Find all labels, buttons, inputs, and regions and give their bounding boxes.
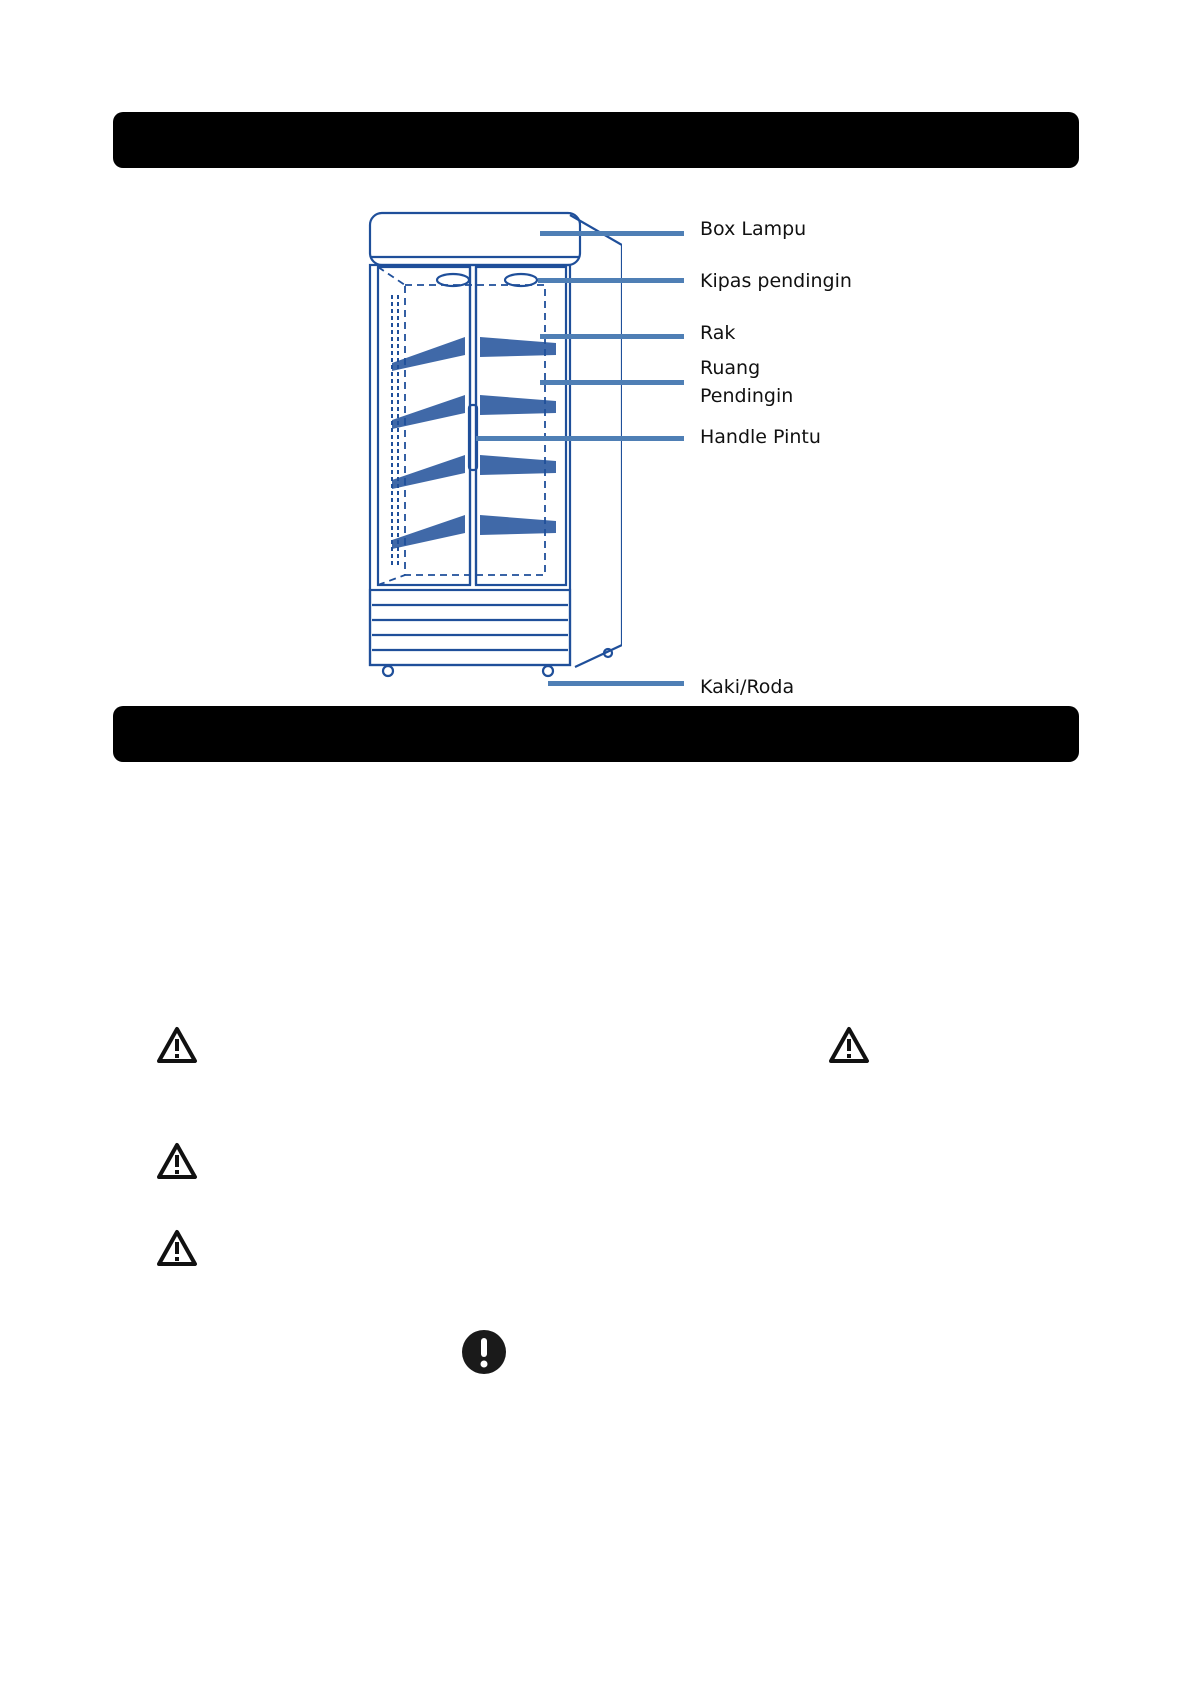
warning-triangle-icon <box>156 1026 198 1064</box>
leader-line-ruang <box>540 380 684 385</box>
exclamation-circle-icon <box>461 1329 507 1375</box>
warning-triangle-icon <box>156 1142 198 1180</box>
leader-line-handle <box>476 436 684 441</box>
label-ruang: Ruang <box>700 357 761 379</box>
label-rak: Rak <box>700 322 736 344</box>
label-box-lampu: Box Lampu <box>700 218 807 240</box>
leader-line-kaki <box>548 681 684 686</box>
warning-triangle-icon <box>156 1229 198 1267</box>
warning-triangle-icon <box>828 1026 870 1064</box>
showcase-fridge-illustration <box>360 205 622 680</box>
label-handle-pintu: Handle Pintu <box>700 426 821 448</box>
leader-line-box-lampu <box>540 231 684 236</box>
label-kipas-pendingin: Kipas pendingin <box>700 270 852 292</box>
section-header-bar-parts <box>113 112 1079 168</box>
label-kaki-roda: Kaki/Roda <box>700 676 795 698</box>
label-pendingin: Pendingin <box>700 385 794 407</box>
leader-line-rak <box>540 334 684 339</box>
leader-line-kipas <box>538 278 684 283</box>
section-header-bar-safety <box>113 706 1079 762</box>
